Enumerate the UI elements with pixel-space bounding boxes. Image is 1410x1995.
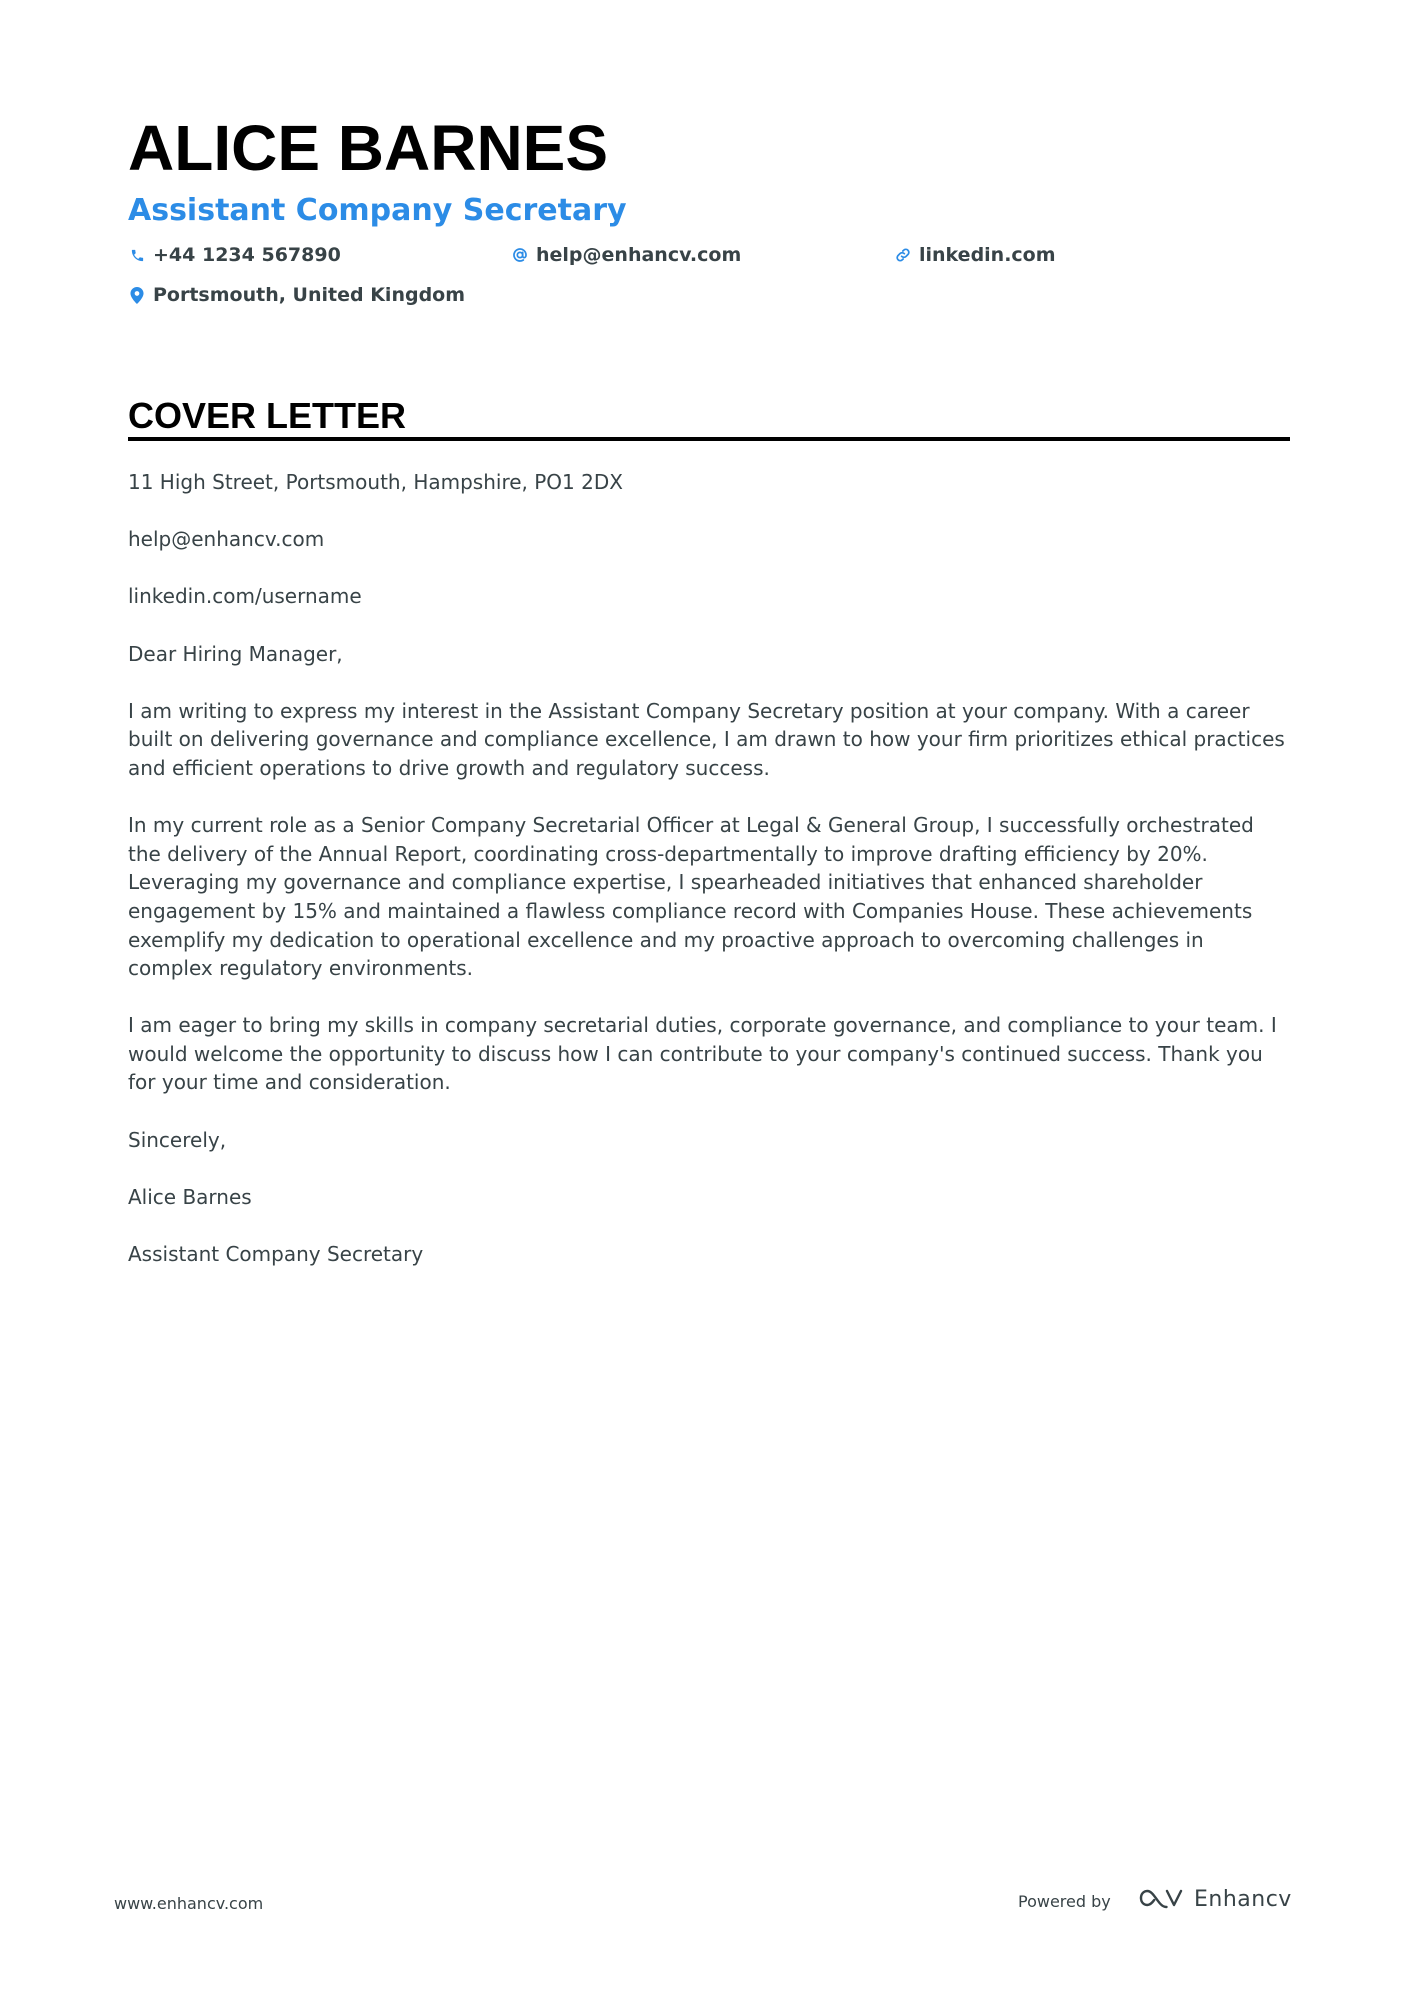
salutation: Dear Hiring Manager, <box>128 641 343 666</box>
location-pin-icon <box>128 286 146 304</box>
contact-linkedin <box>894 242 1056 268</box>
enhancv-logo-icon <box>1138 1886 1184 1914</box>
contact-location <box>128 282 465 308</box>
closing: Sincerely, <box>128 1127 227 1152</box>
letter-paragraph: In my current role as a Senior Company Secretarial Officer at Legal & General Group, I successfully orchestrated the delivery of the Annual Report, coordinating cross-departmentally to improve drafting efficiency by 20%. Leveraging my governance and compliance expertise, I spearheaded initiatives that enhanced shareholder engagement by 15% and maintained a flawless compliance record with Companies House. These achievements exemplify my dedication to operational excellence and my proactive approach to overcoming challenges in complex regulatory environments. <box>128 813 1254 981</box>
letter-paragraph: I am writing to express my interest in the Assistant Company Secretary position at your company. With a career built on delivering governance and compliance excellence, I am drawn to how your firm prioritizes ethical practices and efficient operations to drive growth and regulatory success. <box>128 698 1285 780</box>
footer-brand[interactable] <box>1138 1886 1292 1914</box>
signature-title: Assistant Company Secretary <box>128 1242 424 1267</box>
section-title: COVER LETTER <box>128 395 407 436</box>
sender-email: help@enhancv.com <box>128 527 325 552</box>
contact-phone <box>128 242 341 268</box>
candidate-name: ALICE BARNES <box>128 112 609 184</box>
signature-name: Alice Barnes <box>128 1184 252 1209</box>
phone-icon <box>128 246 146 264</box>
contact-phone-text: +44 1234 567890 <box>153 244 341 266</box>
contact-location-text: Portsmouth, United Kingdom <box>153 284 466 306</box>
contact-email <box>511 242 741 268</box>
candidate-job-title: Assistant Company Secretary <box>128 193 627 228</box>
footer-brand-text: Enhancv <box>1194 1887 1292 1912</box>
section-divider <box>128 437 1290 441</box>
contact-linkedin-text[interactable]: linkedin.com <box>919 244 1056 266</box>
sender-linkedin: linkedin.com/username <box>128 584 362 609</box>
link-icon <box>894 246 912 264</box>
contact-email-text[interactable]: help@enhancv.com <box>536 244 742 266</box>
sender-address: 11 High Street, Portsmouth, Hampshire, PO1 2DX <box>128 470 623 494</box>
letter-body <box>128 468 1290 1297</box>
at-icon <box>511 246 529 264</box>
footer-powered-by: Powered by <box>1018 1892 1111 1911</box>
footer-url[interactable]: www.enhancv.com <box>114 1894 264 1913</box>
letter-paragraph: I am eager to bring my skills in company secretarial duties, corporate governance, and compliance to your team. I would welcome the opportunity to discuss how I can contribute to your company's continued success. Thank you for your time and consideration. <box>128 1013 1277 1095</box>
